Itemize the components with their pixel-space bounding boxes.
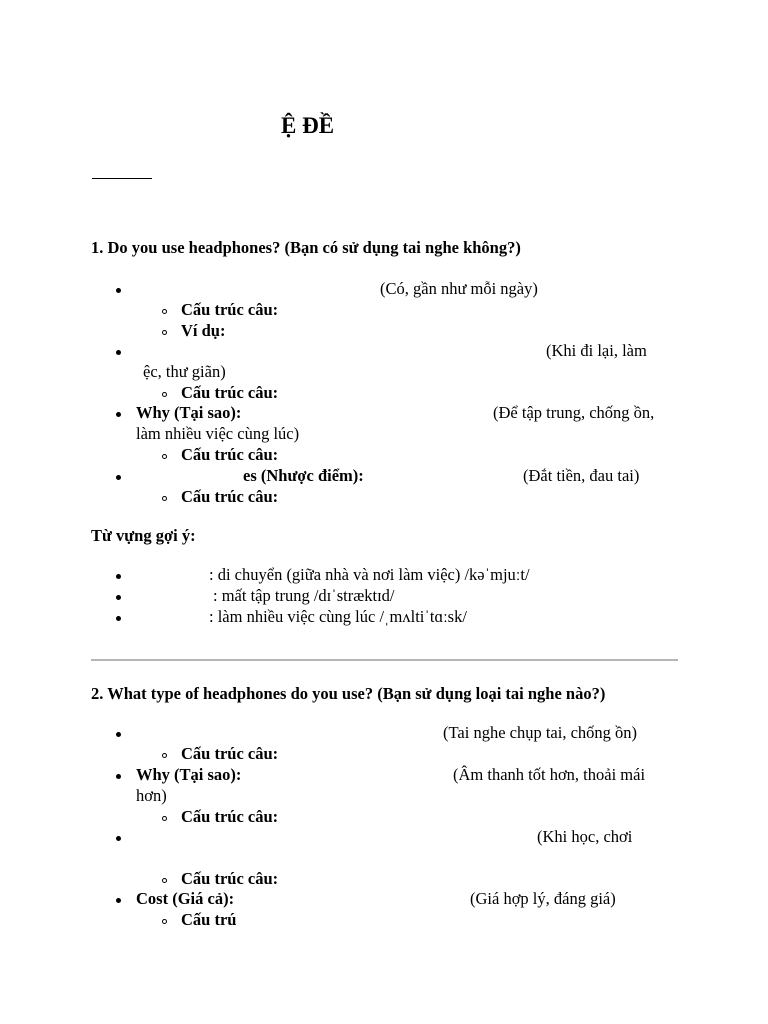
q1-item4-label: es (Nhược điểm): — [243, 466, 364, 485]
q1-item2-hint: (Khi đi lại, làm — [546, 341, 647, 360]
q2-item1-hint: (Tai nghe chụp tai, chống ồn) — [443, 723, 638, 742]
bullet — [116, 288, 121, 293]
bullet — [116, 836, 121, 841]
bullet — [116, 732, 121, 737]
bullet — [116, 616, 121, 621]
q1-item4-hint: (Đắt tiền, đau tai) — [523, 466, 640, 485]
q1-item1-structure: Cấu trúc câu: — [181, 300, 279, 319]
q1-item3-continuation: làm nhiều việc cùng lúc) — [136, 424, 300, 443]
q1-item2-structure: Cấu trúc câu: — [181, 383, 279, 402]
vocab-item: : làm nhiều việc cùng lúc /ˌmʌltiˈtɑːsk/ — [209, 607, 467, 626]
page-title: Ệ ĐỀ — [281, 113, 335, 138]
sub-bullet — [162, 816, 167, 821]
q2-item4-structure: Cấu trú — [181, 910, 237, 929]
bullet — [116, 595, 121, 600]
sub-bullet — [162, 330, 167, 335]
bullet — [116, 574, 121, 579]
bullet — [116, 774, 121, 779]
sub-bullet — [162, 919, 167, 924]
q1-item1-hint: (Có, gần như mỗi ngày) — [380, 279, 538, 298]
q2-item2-structure: Cấu trúc câu: — [181, 807, 279, 826]
q2-item3-hint: (Khi học, chơi — [537, 827, 633, 846]
q2-item1-structure: Cấu trúc câu: — [181, 744, 279, 763]
bullet — [116, 350, 121, 355]
bullet — [116, 898, 121, 903]
vocab-item: : di chuyển (giữa nhà và nơi làm việc) /kəˈmjuːt/ — [209, 565, 530, 584]
bullet — [116, 412, 121, 417]
bullet — [116, 475, 121, 480]
vocab-heading: Từ vựng gợi ý: — [91, 526, 196, 545]
sub-bullet — [162, 309, 167, 314]
question-1-heading: 1. Do you use headphones? (Bạn có sử dụng tai nghe không?) — [91, 238, 521, 257]
question-2-heading: 2. What type of headphones do you use? (Bạn sử dụng loại tai nghe nào?) — [91, 684, 606, 703]
q2-item4-hint: (Giá hợp lý, đáng giá) — [470, 889, 616, 908]
q1-item3-hint: (Để tập trung, chống ồn, — [493, 403, 655, 422]
q2-item2-hint: (Âm thanh tốt hơn, thoải mái — [453, 765, 646, 784]
q2-item2-continuation: hơn) — [136, 786, 167, 805]
sub-bullet — [162, 454, 167, 459]
q1-item3-structure: Cấu trúc câu: — [181, 445, 279, 464]
q2-item2-label: Why (Tại sao): — [136, 765, 242, 784]
q2-item4-label: Cost (Giá cả): — [136, 889, 235, 908]
sub-bullet — [162, 753, 167, 758]
q1-item3-label: Why (Tại sao): — [136, 403, 242, 422]
q1-item4-structure: Cấu trúc câu: — [181, 487, 279, 506]
q1-item2-continuation: ệc, thư giãn) — [143, 362, 226, 381]
title-underline — [92, 178, 152, 179]
vocab-item: : mất tập trung /dɪˈstræktɪd/ — [213, 586, 395, 605]
sub-bullet — [162, 496, 167, 501]
section-divider — [91, 659, 678, 661]
sub-bullet — [162, 878, 167, 883]
q2-item3-structure: Cấu trúc câu: — [181, 869, 279, 888]
sub-bullet — [162, 392, 167, 397]
q1-item1-example: Ví dụ: — [181, 321, 226, 340]
